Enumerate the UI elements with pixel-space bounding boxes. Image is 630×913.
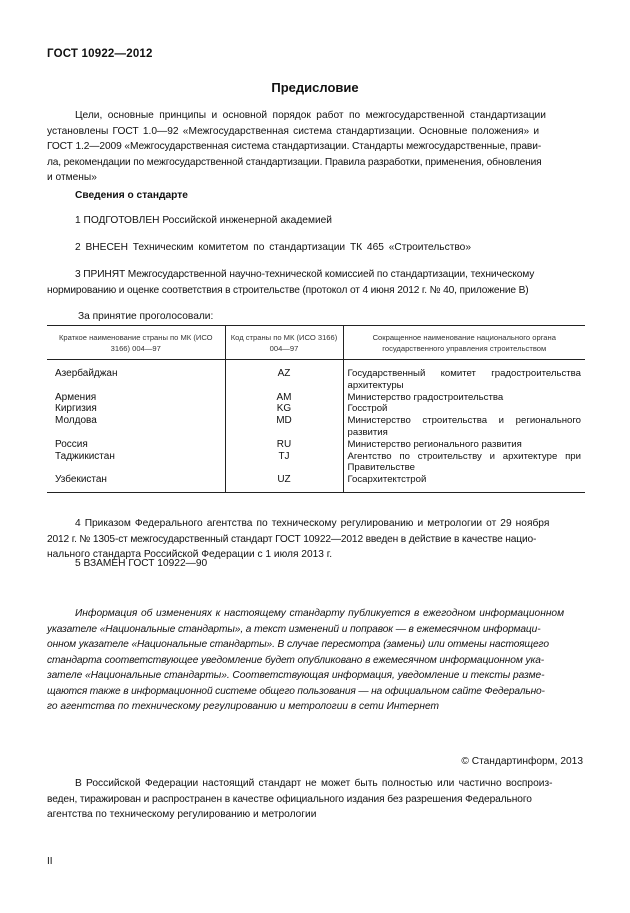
country-code: MD bbox=[225, 415, 343, 439]
column-header-organization: Сокращенное наименование национального органа государственного управления строительством bbox=[343, 326, 585, 360]
country-code: AM bbox=[225, 392, 343, 404]
notice-line: зателе «Национальные стандарты». Соответствующая информация, уведомление и тексты разме- bbox=[47, 670, 545, 681]
item-5-replaces: 5 ВЗАМЕН ГОСТ 10922—90 bbox=[75, 558, 208, 569]
legal-notice bbox=[47, 776, 585, 823]
item-4-line: 2012 г. № 1305-ст межгосударственный стандарт ГОСТ 10922—2012 введен в действие в качестве нацио- bbox=[47, 533, 537, 545]
item-3-line: 3 ПРИНЯТ Межгосударственной научно-технической комиссией по стандартизации, техническому bbox=[75, 269, 535, 280]
page-title: Предисловие bbox=[271, 80, 359, 95]
notice-line: Информация об изменениях к настоящему стандарту публикуется в ежегодном информационном bbox=[75, 608, 565, 619]
intro-line: ла, рекомендации по межгосударственной стандартизации. Правила разработки, применения, обновления bbox=[47, 156, 542, 168]
copyright-notice: © Стандартинформ, 2013 bbox=[461, 756, 583, 767]
country-code: KG bbox=[225, 403, 343, 415]
notice-line: щаются также в информационной системе общего пользования — на официальном сайте Федерально- bbox=[47, 685, 545, 697]
column-header-code: Код страны по МК (ИСО 3166) 004—97 bbox=[225, 326, 343, 360]
country-name: Узбекистан bbox=[47, 474, 225, 492]
notice-line: стандарта соответствующее уведомление будет опубликовано в ежемесячном информационном ука- bbox=[47, 654, 545, 666]
legal-line: В Российской Федерации настоящий стандарт не может быть полностью или частично воспроиз- bbox=[75, 778, 553, 789]
changes-notice bbox=[47, 606, 585, 715]
organization-name: Агентство по строительству и архитектуре при Правительстве bbox=[343, 451, 585, 475]
country-code: RU bbox=[225, 439, 343, 451]
country-code: TJ bbox=[225, 451, 343, 475]
table-row bbox=[47, 360, 585, 392]
notice-line: го агентства по техническому регулированию и метрологии в сети Интернет bbox=[47, 701, 439, 712]
table-header-row bbox=[47, 326, 585, 360]
item-4-line: нального стандарта Российской Федерации с 1 июля 2013 г. bbox=[47, 549, 333, 560]
item-3-adopted bbox=[47, 267, 585, 298]
country-code: UZ bbox=[225, 474, 343, 492]
item-2-introduced: 2 ВНЕСЕН Техническим комитетом по стандартизации ТК 465 «Строительство» bbox=[75, 242, 471, 253]
table-row bbox=[47, 439, 585, 451]
country-name: Киргизия bbox=[55, 403, 97, 415]
document-code-header: ГОСТ 10922—2012 bbox=[47, 48, 153, 60]
table-row bbox=[47, 474, 585, 492]
country-name: Россия bbox=[55, 438, 88, 450]
standard-info-heading: Сведения о стандарте bbox=[75, 190, 188, 201]
table-row bbox=[47, 451, 585, 475]
item-3-line: нормированию и оценке соответствия в строительстве (протокол от 4 июня 2012 г. № 40, приложение В) bbox=[47, 284, 529, 296]
intro-line: ГОСТ 1.2—2009 «Межгосударственная система стандартизации. Стандарты межгосударственные, прави- bbox=[47, 141, 542, 152]
voted-label: За принятие проголосовали: bbox=[78, 311, 214, 322]
country-name: Азербайджан bbox=[55, 368, 118, 379]
item-4-line: 4 Приказом Федерального агентства по техническому регулированию и метрологии от 29 ноября bbox=[75, 518, 550, 529]
organization-name: Госстрой bbox=[343, 403, 585, 415]
item-1-prepared: 1 ПОДГОТОВЛЕН Российской инженерной академией bbox=[75, 215, 332, 226]
legal-line: веден, тиражирован и распространен в качестве официального издания без разрешения Федерального bbox=[47, 793, 532, 805]
column-header-country: Краткое наименование страны по МК (ИСО 3166) 004—97 bbox=[47, 326, 225, 360]
organization-name: Министерство строительства и регионального развития bbox=[343, 415, 585, 439]
intro-paragraph bbox=[47, 108, 585, 186]
notice-line: онном указателе «Национальные стандарты». В случае пересмотра (замены) или отмены настоящего bbox=[47, 639, 549, 650]
table-row bbox=[47, 415, 585, 439]
country-name: Таджикистан bbox=[55, 450, 115, 462]
countries-table bbox=[47, 325, 585, 493]
organization-name: Министерство градостроительства bbox=[343, 392, 585, 404]
organization-name: Госархитектстрой bbox=[343, 474, 585, 492]
country-code: AZ bbox=[225, 360, 343, 392]
table-row bbox=[47, 392, 585, 404]
intro-line: Цели, основные принципы и основной порядок работ по межгосударственной стандартизации bbox=[75, 110, 546, 121]
page-number: II bbox=[47, 856, 53, 867]
country-name: Молдова bbox=[55, 415, 97, 427]
intro-line: установлены ГОСТ 1.0—92 «Межгосударственная система стандартизации. Основные положения» и bbox=[47, 125, 540, 137]
legal-line: агентства по техническому регулированию и метрологии bbox=[47, 809, 317, 820]
intro-line: и отмены» bbox=[47, 172, 97, 183]
organization-name: Министерство регионального развития bbox=[343, 439, 585, 451]
table-row bbox=[47, 403, 585, 415]
notice-line: указателе «Национальные стандарты», а текст изменений и поправок — в ежемесячном информаци- bbox=[47, 623, 541, 635]
organization-name: Государственный комитет градостроительства архитектуры bbox=[343, 360, 585, 392]
country-name: Армения bbox=[55, 391, 97, 403]
